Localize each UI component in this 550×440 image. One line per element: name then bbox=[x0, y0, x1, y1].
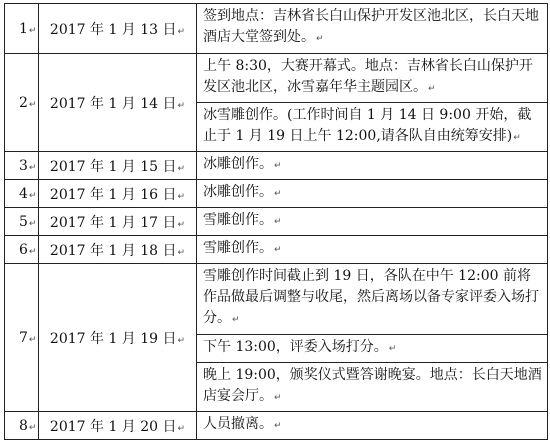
date-cell bbox=[39, 412, 197, 440]
date-cell bbox=[39, 180, 197, 208]
activity-text: 晚上 19:00，颁奖仪式暨答谢晚宴。地点：长白天地酒店宴会厅。 bbox=[203, 367, 542, 404]
paragraph-mark-icon: ↵ bbox=[28, 218, 37, 229]
paragraph-mark-icon: ↵ bbox=[177, 423, 186, 434]
row-index: 1 bbox=[19, 20, 28, 37]
activity-cell bbox=[197, 335, 548, 363]
paragraph-mark-icon: ↵ bbox=[177, 219, 186, 230]
activity-text: 冰雕创作。 bbox=[203, 156, 273, 172]
activity-text: 雪雕创作。 bbox=[203, 240, 273, 256]
paragraph-mark-icon: ↵ bbox=[316, 34, 324, 44]
row-index-cell bbox=[5, 208, 39, 236]
activity-text: 上午 8:30，大赛开幕式。地点：吉林省长白山保护开发区池北区，冰雪嘉年华主题园区。 bbox=[203, 58, 533, 95]
paragraph-mark-icon: ↵ bbox=[28, 25, 37, 36]
activity-text: 签到地点：吉林省长白山保护开发区池北区，长白天地酒店大堂签到处。 bbox=[203, 8, 539, 45]
paragraph-mark-icon: ↵ bbox=[274, 189, 282, 199]
date-cell bbox=[39, 54, 197, 152]
table-row bbox=[5, 4, 548, 54]
row-date: 2017 年 1 月 18 日 bbox=[49, 242, 177, 259]
activity-cell bbox=[197, 412, 548, 440]
table-row bbox=[5, 152, 548, 180]
table-row bbox=[5, 208, 548, 236]
paragraph-mark-icon: ↵ bbox=[28, 99, 37, 110]
row-index-cell bbox=[5, 152, 39, 180]
paragraph-mark-icon: ↵ bbox=[28, 334, 37, 345]
activity-cell bbox=[197, 264, 548, 335]
table-row bbox=[5, 412, 548, 440]
row-index-cell bbox=[5, 264, 39, 412]
paragraph-mark-icon: ↵ bbox=[177, 335, 186, 346]
table-row bbox=[5, 236, 548, 264]
row-date: 2017 年 1 月 15 日 bbox=[49, 158, 177, 175]
row-index: 2 bbox=[19, 94, 28, 111]
row-date: 2017 年 1 月 14 日 bbox=[49, 95, 177, 112]
row-index: 5 bbox=[19, 213, 28, 230]
paragraph-mark-icon: ↵ bbox=[232, 315, 240, 325]
schedule-table bbox=[4, 3, 548, 440]
paragraph-mark-icon: ↵ bbox=[28, 246, 37, 257]
date-cell bbox=[39, 208, 197, 236]
row-index: 6 bbox=[19, 241, 28, 258]
paragraph-mark-icon: ↵ bbox=[177, 26, 186, 37]
paragraph-mark-icon: ↵ bbox=[274, 421, 282, 431]
row-date: 2017 年 1 月 16 日 bbox=[49, 186, 177, 203]
row-index-cell bbox=[5, 54, 39, 152]
row-date: 2017 年 1 月 13 日 bbox=[49, 21, 177, 38]
paragraph-mark-icon: ↵ bbox=[177, 163, 186, 174]
activity-cell bbox=[197, 103, 548, 152]
paragraph-mark-icon: ↵ bbox=[28, 162, 37, 173]
activity-text: 下午 13:00，评委入场打分。 bbox=[203, 339, 388, 355]
table-row bbox=[5, 54, 548, 103]
date-cell bbox=[39, 264, 197, 412]
paragraph-mark-icon: ↵ bbox=[28, 422, 37, 433]
date-cell bbox=[39, 152, 197, 180]
date-cell bbox=[39, 236, 197, 264]
table-row bbox=[5, 180, 548, 208]
date-cell bbox=[39, 4, 197, 54]
activity-cell bbox=[197, 363, 548, 412]
activity-cell bbox=[197, 208, 548, 236]
row-index-cell bbox=[5, 180, 39, 208]
activity-text: 冰雕创作。 bbox=[203, 184, 273, 200]
activity-text: 人员撤离。 bbox=[203, 416, 273, 432]
paragraph-mark-icon: ↵ bbox=[274, 161, 282, 171]
paragraph-mark-icon: ↵ bbox=[177, 191, 186, 202]
paragraph-mark-icon: ↵ bbox=[274, 393, 282, 403]
paragraph-mark-icon: ↵ bbox=[28, 190, 37, 201]
activity-cell bbox=[197, 54, 548, 103]
row-index: 8 bbox=[19, 417, 28, 434]
paragraph-mark-icon: ↵ bbox=[513, 133, 521, 143]
activity-text: 雪雕创作。 bbox=[203, 212, 273, 228]
row-index-cell bbox=[5, 4, 39, 54]
row-index-cell bbox=[5, 412, 39, 440]
paragraph-mark-icon: ↵ bbox=[428, 84, 436, 94]
activity-cell bbox=[197, 180, 548, 208]
paragraph-mark-icon: ↵ bbox=[274, 245, 282, 255]
paragraph-mark-icon: ↵ bbox=[177, 247, 186, 258]
activity-cell bbox=[197, 152, 548, 180]
activity-text: 雪雕创作时间截止到 19 日，各队在中午 12:00 前将作品做最后调整与收尾，然后离场以备专家评委入场打分。 bbox=[203, 268, 539, 326]
table-row bbox=[5, 264, 548, 335]
row-index: 7 bbox=[19, 329, 28, 346]
paragraph-mark-icon: ↵ bbox=[388, 344, 397, 354]
activity-cell bbox=[197, 4, 548, 54]
paragraph-mark-icon: ↵ bbox=[177, 100, 186, 111]
row-index-cell bbox=[5, 236, 39, 264]
row-index: 4 bbox=[19, 185, 28, 202]
row-index: 3 bbox=[19, 157, 28, 174]
activity-text: 冰雪雕创作。(工作时间自 1 月 14 日 9:00 开始，截止于 1 月 19 日上午 12:00,请各队自由统筹安排) bbox=[203, 107, 532, 144]
activity-cell bbox=[197, 236, 548, 264]
paragraph-mark-icon: ↵ bbox=[274, 217, 282, 227]
row-date: 2017 年 1 月 17 日 bbox=[49, 214, 177, 231]
row-date: 2017 年 1 月 20 日 bbox=[49, 418, 177, 435]
row-date: 2017 年 1 月 19 日 bbox=[49, 330, 177, 347]
